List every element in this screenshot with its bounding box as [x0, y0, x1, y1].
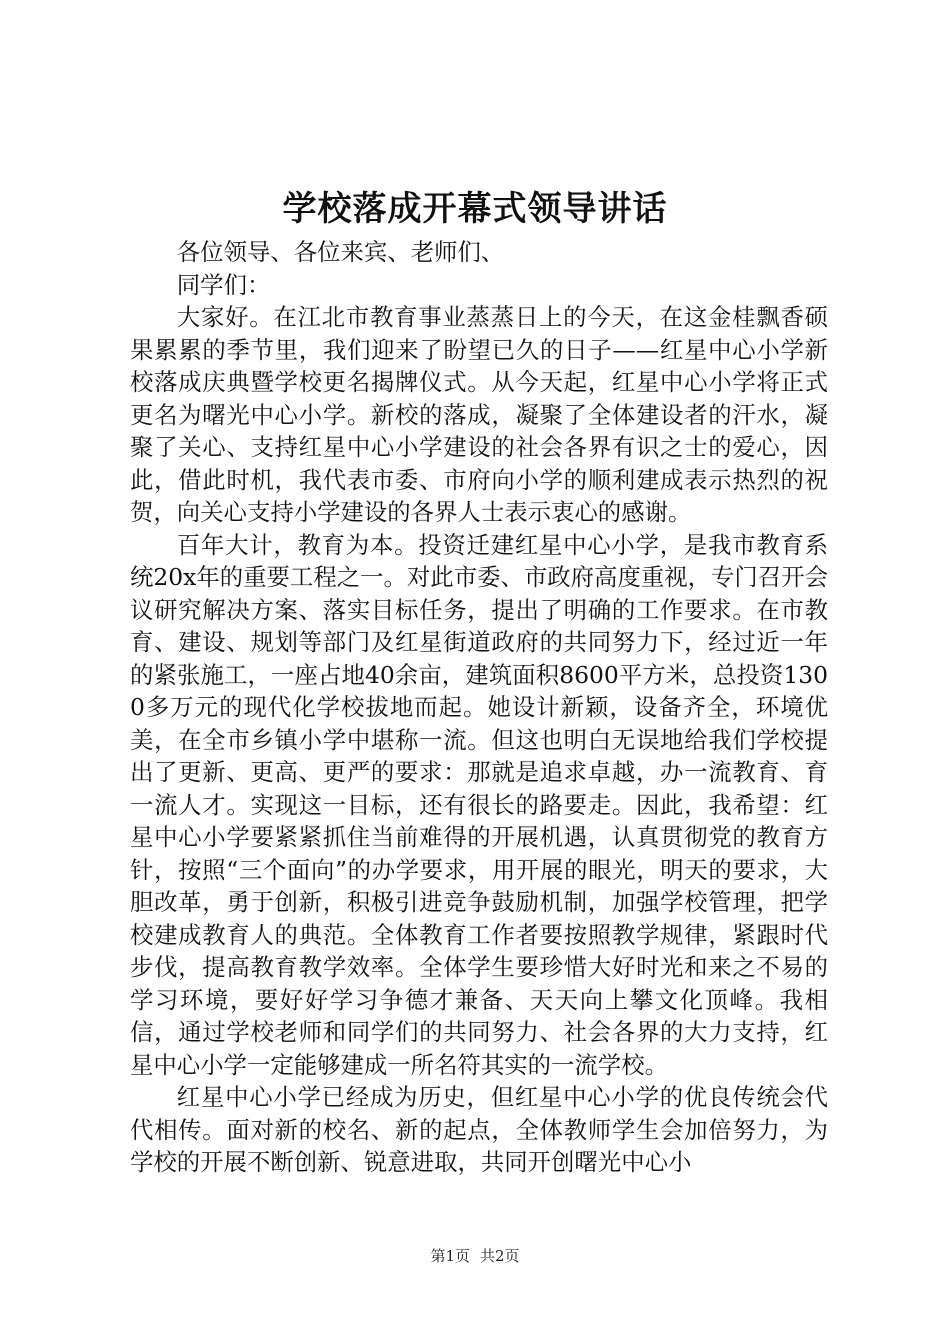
- document-title: 学校落成开幕式领导讲话: [282, 189, 668, 229]
- page-total: 共2页: [480, 1247, 520, 1265]
- body-paragraph: 红星中心小学已经成为历史，但红星中心小学的优良传统会代代相传。面对新的校名、新的起点，全体教师学生会加倍努力，为学校的开展不断创新、锐意进取，共同开创曙光中心小: [130, 1083, 828, 1176]
- salutation-line-2: 同学们：: [176, 270, 271, 299]
- salutation-line-1: 各位领导、各位来宾、老师们、: [176, 238, 505, 266]
- page-footer: [0, 1246, 950, 1266]
- document-body: [130, 236, 828, 1179]
- body-paragraph: 大家好。在江北市教育事业蒸蒸日上的今天，在这金桂飘香硕果累累的季节里，我们迎来了盼望已久的日子——红星中心小学新校落成庆典暨学校更名揭牌仪式。从今天起，红星中心小学将正式更名为曙光中心小学。新校的落成，凝聚了全体建设者的汗水，凝聚了关心、支持红星中心小学建设的社会各界有识之士的爱心，因此，借此时机，我代表市委、市府向小学的顺利建成表示热烈的祝贺，向关心支持小学建设的各界人士表示衷心的感谢。: [130, 303, 828, 526]
- page-number: 第1页: [430, 1247, 470, 1265]
- body-paragraph: 百年大计，教育为本。投资迁建红星中心小学，是我市教育系统20x年的重要工程之一。对此市委、市政府高度重视，专门召开会议研究解决方案、落实目标任务，提出了明确的工作要求。在市教育、建设、规划等部门及红星街道政府的共同努力下，经过近一年的紧张施工，一座占地40余亩，建筑面积8600平方米，总投资1300多万元的现代化学校拔地而起。她设计新颖，设备齐全，环境优美，在全市乡镇小学中堪称一流。但这也明白无误地给我们学校提出了更新、更高、更严的要求：那就是追求卓越，办一流教育、育一流人才。实现这一目标，还有很长的路要走。因此，我希望：红星中心小学要紧紧抓住当前难得的开展机遇，认真贯彻党的教育方针，按照“三个面向”的办学要求，用开展的眼光，明天的要求，大胆改革，勇于创新，积极引进竞争鼓励机制，加强学校管理，把学校建成教育人的典范。全体教育工作者要按照教学规律，紧跟时代步伐，提高教育教学效率。全体学生要珍惜大好时光和来之不易的学习环境，要好好学习争德才兼备、天天向上攀文化顶峰。我相信，通过学校老师和同学们的共同努力、社会各界的大力支持，红星中心小学一定能够建成一所名符其实的一流学校。: [130, 530, 828, 1079]
